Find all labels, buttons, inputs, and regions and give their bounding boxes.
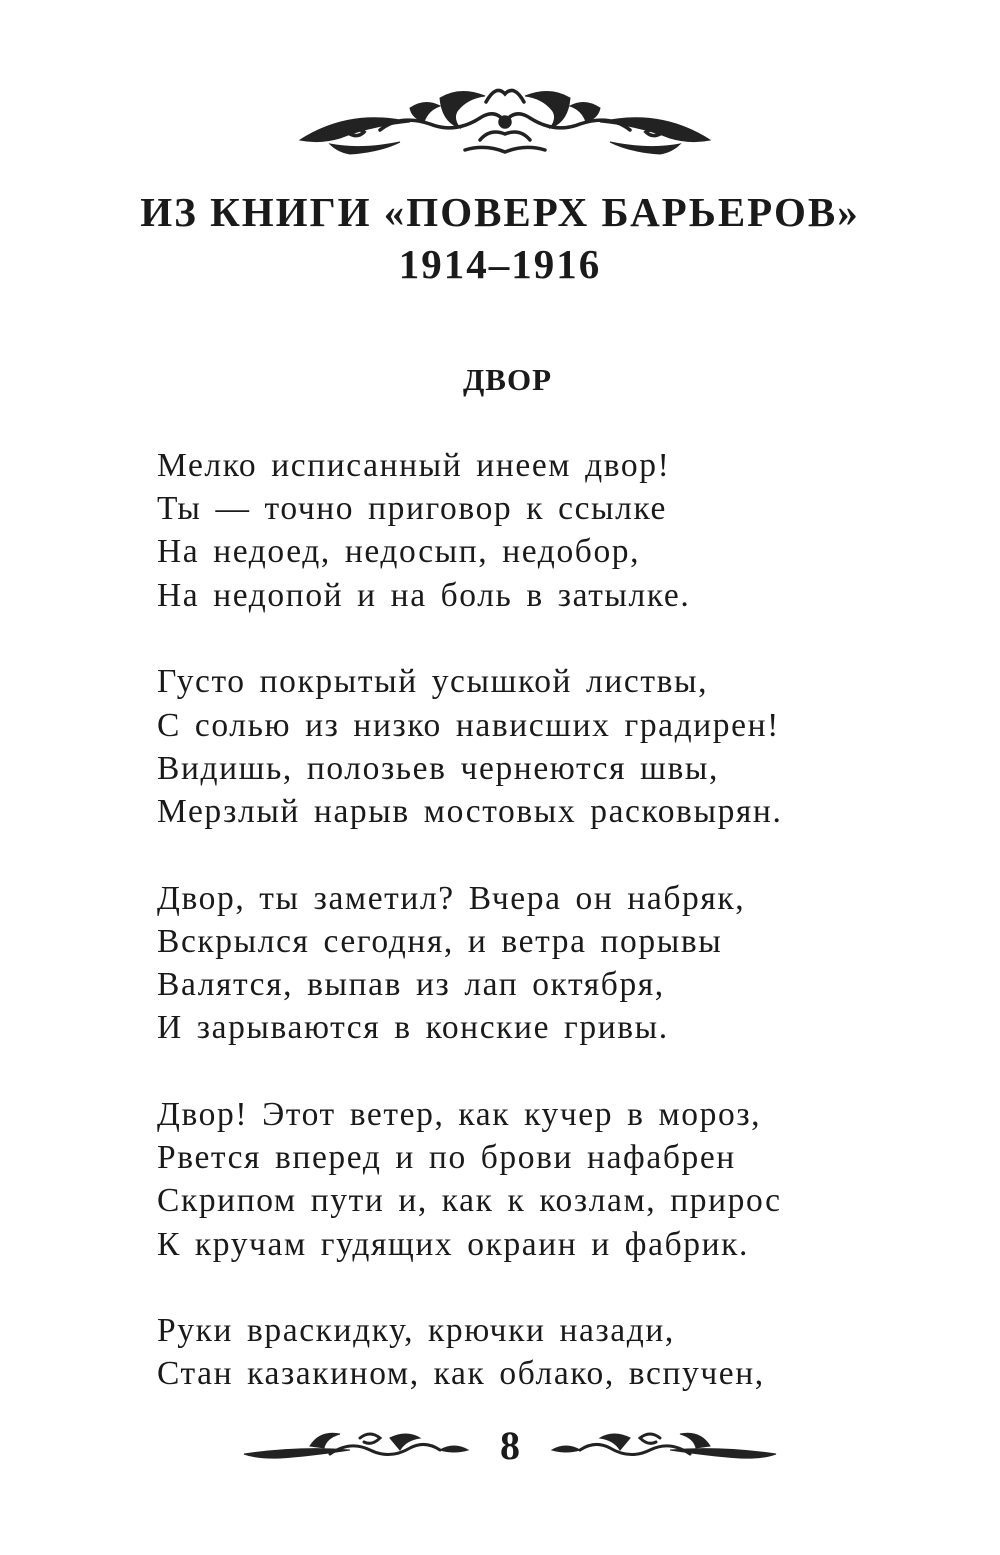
poem-stanza — [157, 1093, 917, 1266]
poem-stanza — [157, 877, 917, 1050]
poem-stanza — [157, 660, 917, 833]
poem-stanza — [157, 444, 917, 617]
book-years: 1914–1916 — [398, 241, 602, 287]
poem-line: С солью из низко нависших градирен! — [157, 706, 780, 744]
poem-line: Мелко исписанный инеем двор! — [157, 447, 671, 484]
poem-line: Стан казакином, как облако, вспучен, — [157, 1355, 765, 1393]
poem-line: Рвется вперед и по брови нафабрен — [157, 1139, 736, 1177]
poem-line: Вскрылся сегодня, и ветра порывы — [157, 922, 723, 960]
poem-line: Скрипом пути и, как к козлам, прирос — [157, 1182, 782, 1220]
poem-line: Руки враскидку, крючки назади, — [157, 1312, 675, 1350]
page-number: 8 — [500, 1423, 520, 1468]
poem-line: Мерзлый нарыв мостовых расковырян. — [157, 792, 783, 830]
poem-line: К кручам гудящих окраин и фабрик. — [157, 1225, 749, 1263]
right-flourish-ornament — [550, 1424, 780, 1464]
poem-line: Двор, ты заметил? Вчера он набряк, — [157, 879, 746, 917]
poem-stanza — [157, 1309, 917, 1395]
poem-line: На недоед, недосып, недобор, — [157, 533, 641, 571]
poem-line: Двор! Этот ветер, как кучер в мороз, — [157, 1095, 762, 1133]
poem-line: Густо покрытый усышкой листвы, — [157, 663, 709, 701]
poem-body — [157, 444, 917, 1396]
poem-title: ДВОР — [462, 362, 553, 397]
poem-line: И зарываются в конские гривы. — [157, 1009, 669, 1047]
poem-line: Ты — точно приговор к ссылке — [157, 490, 667, 528]
book-title: ИЗ КНИГИ «ПОВЕРХ БАРЬЕРОВ» — [140, 189, 860, 235]
poem-line: На недопой и на боль в затылке. — [157, 576, 691, 614]
poem-line: Видишь, полозьев чернеются швы, — [157, 749, 719, 787]
top-ornament — [290, 78, 720, 168]
poem-line: Валятся, выпав из лап октября, — [157, 966, 665, 1004]
page-footer — [240, 1410, 780, 1480]
book-section-heading — [0, 186, 1000, 290]
